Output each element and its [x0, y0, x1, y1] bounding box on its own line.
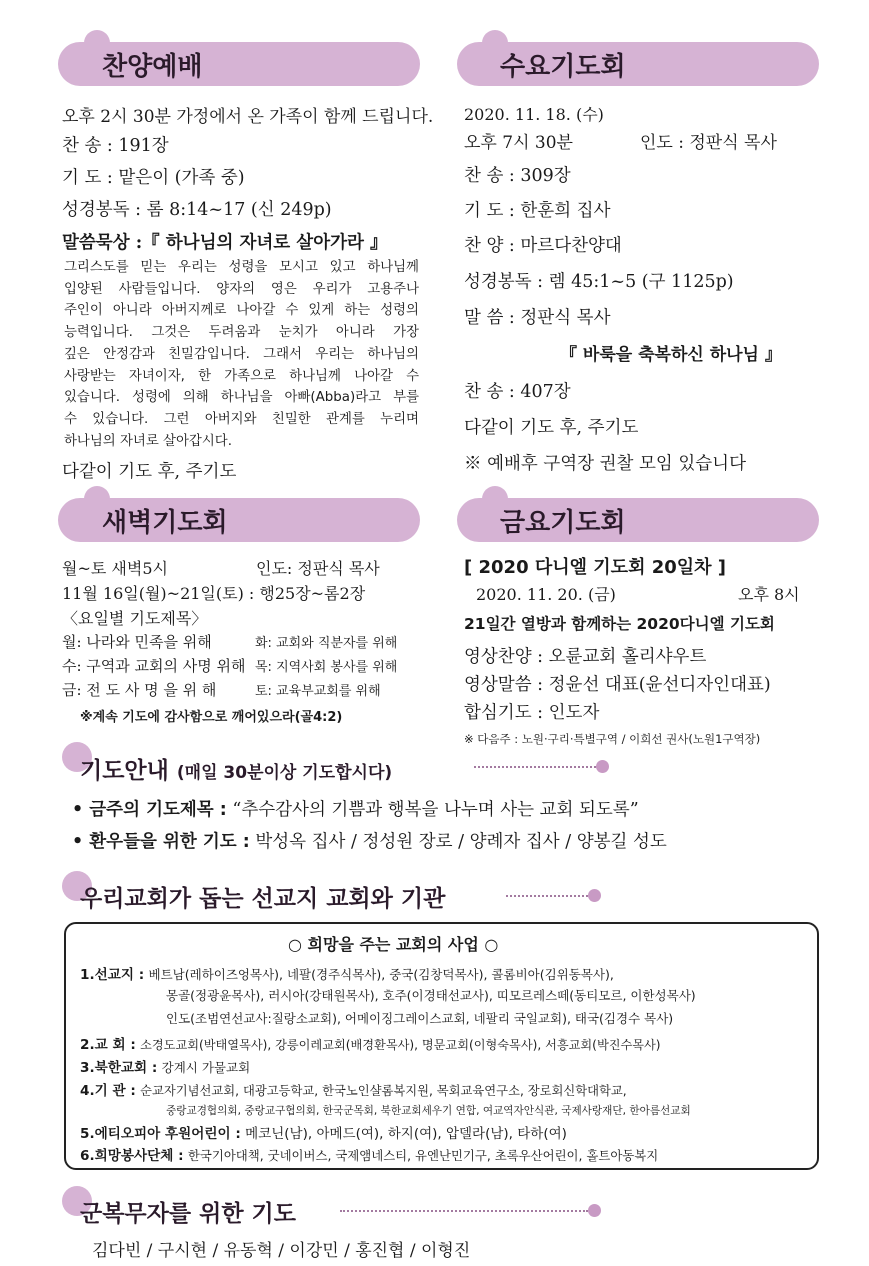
military-names: 김다빈 / 구시현 / 유동혁 / 이강민 / 홍진협 / 이형진: [92, 1241, 471, 1261]
mission-key: 3.북한교회 :: [80, 1060, 158, 1076]
weekly-prayer-label: • 금주의 기도제목 :: [72, 800, 227, 820]
paragraph-line: 있습니다. 성령에 의해 하나님을 아빠(Abba)라고 부를: [64, 390, 419, 406]
dotted-rule: [340, 1210, 588, 1212]
closing-line: 다같이 기도 후, 주기도: [464, 418, 639, 438]
joint-prayer: 합심기도 : 인도자: [464, 703, 600, 723]
video-praise: 영상찬양 : 오륜교회 홀리샤우트: [464, 647, 707, 667]
mission-key: 6.희망봉사단체 :: [80, 1148, 184, 1164]
prayer-subtitle: (매일 30분이상 기도합시다): [176, 763, 393, 783]
headline: 21일간 열방과 함께하는 2020다니엘 기도회: [464, 615, 775, 633]
scripture-line: 성경봉독 : 렘 45:1~5 (구 1125p): [464, 272, 734, 292]
weekday-topic: 월: 나라와 민족을 위해: [62, 633, 212, 651]
paragraph-line: 입양된 사람들입니다. 양자의 영은 우리가 고용주나: [64, 281, 419, 297]
patients-prayer: [72, 828, 667, 853]
date-line: 2020. 11. 18. (수): [464, 105, 604, 124]
mission-row: [80, 1122, 567, 1142]
meditation-paragraph: [64, 257, 419, 452]
mission-value: 한국기아대책, 굿네이버스, 국제앰네스티, 유엔난민기구, 초록우산어린이, 홀트아동복지: [187, 1148, 659, 1163]
mission-value: 베트남(레하이즈엉목사), 네팔(경주식목사), 중국(김창덕목사), 콜롬비아(김위동목사),: [148, 967, 614, 982]
prayer-line: 기 도 : 한훈희 집사: [464, 201, 611, 221]
paragraph-line: 수 있습니다. 그런 아버지와 친밀한 관계를 누리며: [64, 411, 419, 427]
dawn-subhead: 〈요일별 기도제목〉: [62, 609, 208, 628]
daniel-banner: [ 2020 다니엘 기도회 20일차 ]: [464, 557, 727, 578]
mission-title: 우리교회가 돕는 선교지 교회와 기관: [80, 886, 446, 912]
section-title: 새벽기도회: [102, 508, 228, 538]
closing-line: 다같이 기도 후, 주기도: [62, 462, 237, 482]
dawn-schedule: 11월 16일(월)~21일(토) : 행25장~롬2장: [62, 584, 366, 603]
mission-value: 몽골(정광윤목사), 러시아(강태원목사), 호주(이경태선교사), 띠모르레스떼(동티모르, 이한성목사): [166, 988, 696, 1003]
dotted-rule: [506, 895, 588, 897]
time-line: 오후 8시: [738, 585, 800, 604]
paragraph-line: 그리스도를 믿는 우리는 성령을 모시고 있고 하나님께: [64, 260, 419, 275]
mission-value: 순교자기념선교회, 대광고등학교, 한국노인샬롬복지원, 목회교육연구소, 장로회신학대학교,: [140, 1084, 627, 1098]
mission-key: 2.교 회 :: [80, 1037, 136, 1053]
section-title: 찬양예배: [102, 52, 203, 82]
dot-end: [588, 889, 601, 902]
paragraph-line: 능력입니다. 그것은 두려움과 눈치가 아니라 가장: [64, 325, 419, 341]
dot-end: [588, 1204, 601, 1217]
scripture-line: 성경봉독 : 롬 8:14~17 (신 249p): [62, 200, 332, 220]
mission-row: [80, 1144, 658, 1164]
dawn-time: 월~토 새벽5시: [62, 559, 168, 578]
prayer-line: 기 도 : 맡은이 (가족 중): [62, 168, 245, 188]
sermon-line: 말 씀 : 정판식 목사: [464, 308, 611, 328]
mission-row: [166, 986, 696, 1004]
weekday-topic: 수: 구역과 교회의 사명 위해: [62, 657, 246, 675]
mission-key: 1.선교지 :: [80, 967, 145, 983]
mission-value: 메코닌(남), 아메드(여), 하지(여), 압델라(남), 타하(여): [245, 1126, 567, 1142]
dot-end: [596, 760, 609, 773]
mission-box-title: ○ 희망을 주는 교회의 사업 ○: [288, 935, 499, 954]
patients-prayer-label: • 환우들을 위한 기도 :: [72, 832, 250, 852]
mission-row: [80, 1056, 250, 1076]
mission-row: [80, 1033, 661, 1053]
mission-value: 소경도교회(박태열목사), 강릉이레교회(배경환목사), 명문교회(이형숙목사), 서흥교회(박진수목사): [140, 1038, 661, 1052]
verse-line: ※계속 기도에 감사함으로 깨어있으라(골4:2): [80, 710, 343, 725]
mission-row: [80, 963, 614, 983]
mission-key: 5.에티오피아 후원어린이 :: [80, 1126, 241, 1142]
weekly-prayer: [72, 796, 639, 821]
section-title: 금요기도회: [500, 508, 626, 538]
mission-value: 강계시 가물교회: [161, 1060, 251, 1075]
mission-value: 인도(조범연선교사:질랑소교회), 어메이징그레이스교회, 네팔리 국일교회), 태국(김경수 목사): [166, 1011, 674, 1026]
time-line: 오후 7시 30분: [464, 133, 573, 153]
weekday-topic: 목: 지역사회 봉사를 위해: [255, 660, 398, 675]
patients-prayer-text: 박성옥 집사 / 정성원 장로 / 양례자 집사 / 양봉길 성도: [255, 832, 667, 852]
hymn-line: 찬 송 : 191장: [62, 136, 169, 156]
hymn2-line: 찬 송 : 407장: [464, 382, 571, 402]
military-title: 군복무자를 위한 기도: [80, 1201, 296, 1227]
weekday-topic: 금: 전 도 사 명 을 위 해: [62, 681, 217, 699]
paragraph-line: 주인이 아니라 아버지께로 나아갈 수 있게 하는 성령의: [64, 303, 419, 319]
leader-line: 인도 : 정판식 목사: [640, 133, 777, 153]
sermon-title: 『 바룩을 축복하신 하나님 』: [560, 345, 782, 365]
date-line: 2020. 11. 20. (금): [476, 585, 616, 604]
weekly-prayer-text: “추수감사의 기쁨과 행복을 나누며 사는 교회 되도록”: [232, 800, 639, 820]
paragraph-line: 깊은 안정감과 친밀감입니다. 그래서 우리는 하나님의: [64, 346, 419, 362]
praise-line: 찬 양 : 마르다찬양대: [464, 236, 622, 256]
mission-row: [166, 1009, 673, 1027]
video-sermon: 영상말씀 : 정윤선 대표(윤선디자인대표): [464, 675, 771, 695]
section-title: 수요기도회: [500, 52, 626, 82]
dawn-leader: 인도: 정판식 목사: [256, 559, 380, 578]
service-time: 오후 2시 30분 가정에서 온 가족이 함께 드립니다.: [62, 107, 434, 127]
mission-value: 중랑교경협의회, 중랑교구협의회, 한국군목회, 북한교회세우기 연합, 여교역자안식관, 국제사랑재단, 한아름선교회: [166, 1105, 691, 1117]
prayer-title: [80, 752, 392, 785]
paragraph-line: 하나님의 자녀로 살아갑시다.: [64, 433, 232, 449]
mission-row: [166, 1102, 691, 1118]
note-line: ※ 예배후 구역장 권찰 모임 있습니다: [464, 454, 746, 474]
next-week-note: ※ 다음주 : 노원·구리·특별구역 / 이희선 권사(노원1구역장): [464, 732, 761, 746]
weekday-topic: 토: 교육부교회를 위해: [255, 684, 381, 699]
hymn-line: 찬 송 : 309장: [464, 166, 571, 186]
mission-row: [80, 1079, 627, 1099]
weekday-topic: 화: 교회와 직분자를 위해: [255, 636, 398, 651]
paragraph-line: 사랑받는 자녀이자, 한 가족으로 하나님께 나아갈 수: [64, 368, 419, 384]
dotted-rule: [474, 766, 596, 768]
prayer-title-text: 기도안내: [80, 758, 169, 784]
meditation-line: 말씀묵상 :『 하나님의 자녀로 살아가라 』: [62, 233, 388, 253]
mission-key: 4.기 관 :: [80, 1083, 136, 1099]
